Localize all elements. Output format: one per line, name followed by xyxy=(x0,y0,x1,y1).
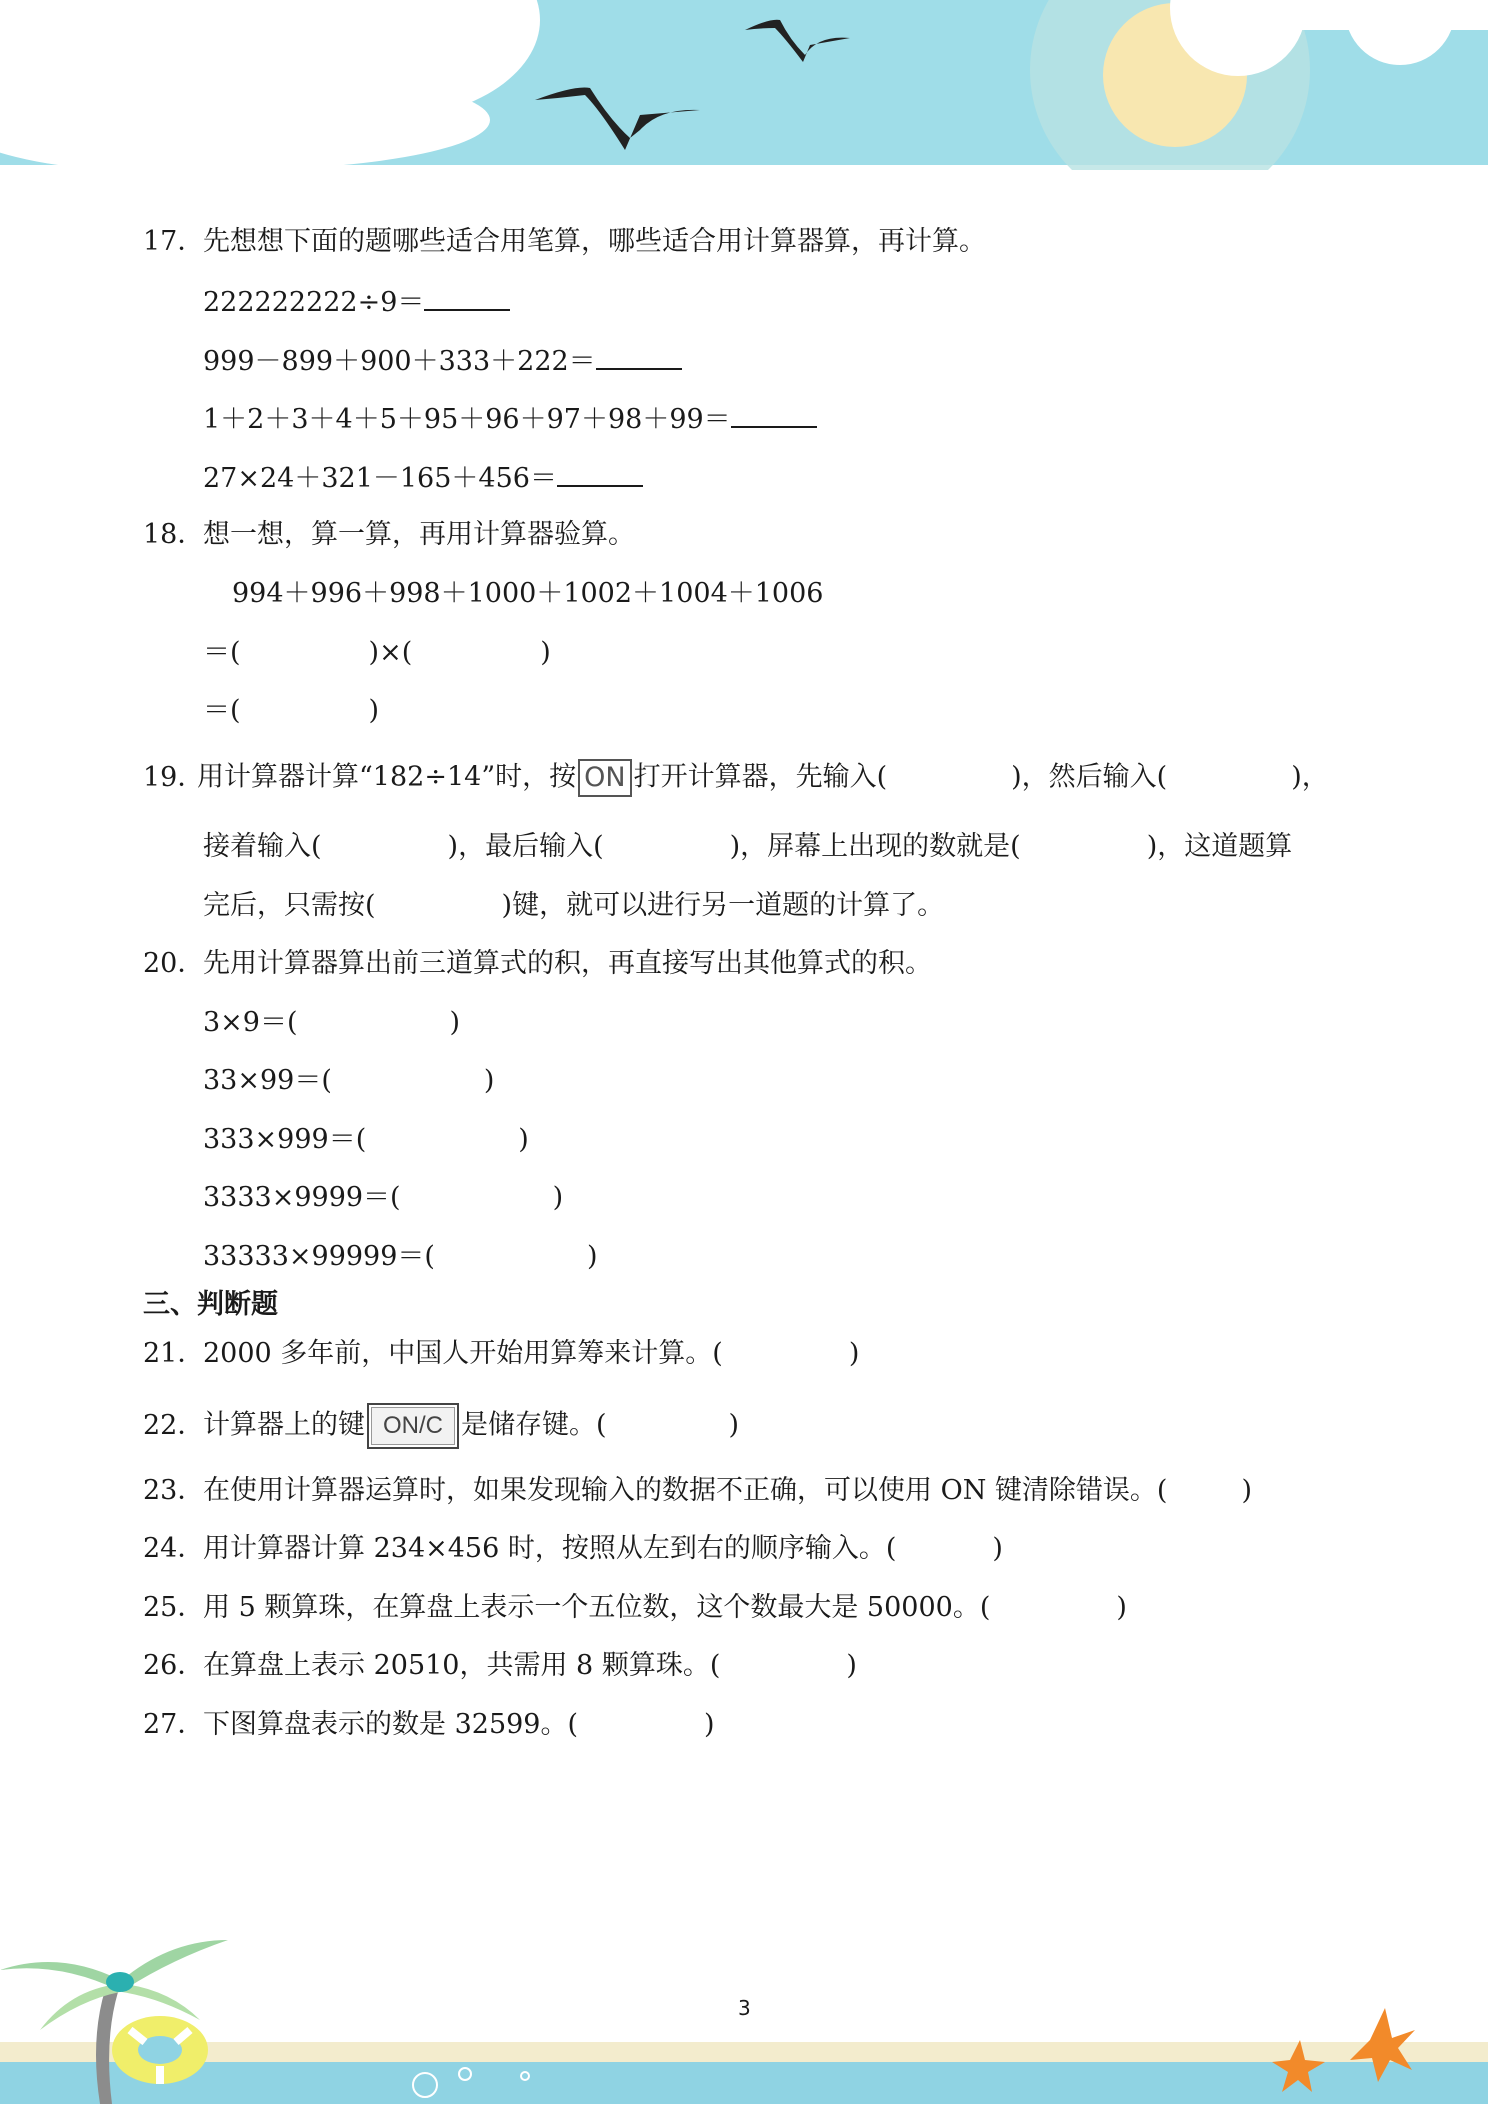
q17-item-4: 27×24＋321－165＋456＝ xyxy=(203,459,643,497)
q18-step-2: ＝( ) xyxy=(203,695,380,726)
question-number: 19． xyxy=(143,761,205,793)
q20-item-4: 3333×9999＝( ) xyxy=(203,1182,564,1213)
question-22: 22．计算器上的键 ON/C 是储存键。( ) xyxy=(143,1403,739,1449)
on-key-icon: ON xyxy=(578,759,631,797)
answer-blank[interactable] xyxy=(596,342,682,370)
question-23: 23．在使用计算器运算时，如果发现输入的数据不正确，可以使用 ON 键清除错误。( ) xyxy=(143,1475,1253,1506)
question-18 xyxy=(143,517,635,553)
swim-ring-icon xyxy=(112,2016,208,2084)
question-number: 18． xyxy=(143,519,205,550)
question-number: 17． xyxy=(143,226,205,257)
question-21: 21．2000 多年前，中国人开始用算筹来计算。( ) xyxy=(143,1338,860,1369)
on-c-key-icon: ON/C xyxy=(367,1403,459,1449)
q20-item-3: 333×999＝( ) xyxy=(203,1124,529,1155)
question-19: 19．用计算器计算“182÷14”时，按 ON 打开计算器，先输入( )，然后输入( )， xyxy=(143,759,1329,797)
question-20 xyxy=(143,946,932,982)
question-19-line-2: 接着输入( )，最后输入( )，屏幕上出现的数就是( )，这道题算 xyxy=(203,831,1293,862)
q17-item-2: 999－899＋900＋333＋222＝ xyxy=(203,342,682,380)
question-17 xyxy=(143,224,986,260)
answer-blank[interactable] xyxy=(731,400,817,428)
top-banner xyxy=(0,0,1488,170)
q20-item-2: 33×99＝( ) xyxy=(203,1065,495,1096)
answer-blank[interactable] xyxy=(557,459,643,487)
section-heading: 三、判断题 xyxy=(143,1289,278,1320)
question-number: 20． xyxy=(143,948,205,979)
question-text: 先想想下面的题哪些适合用笔算，哪些适合用计算器算，再计算。 xyxy=(203,226,986,257)
bottom-banner xyxy=(0,1900,1488,2104)
question-27: 27．下图算盘表示的数是 32599。( ) xyxy=(143,1709,715,1740)
q17-item-3: 1＋2＋3＋4＋5＋95＋96＋97＋98＋99＝ xyxy=(203,400,817,438)
question-text: 先用计算器算出前三道算式的积，再直接写出其他算式的积。 xyxy=(203,948,932,979)
sand-strip xyxy=(0,2042,1488,2062)
page-number: 3 xyxy=(738,1996,751,2020)
question-26: 26．在算盘上表示 20510，共需用 8 颗算珠。( ) xyxy=(143,1650,857,1681)
question-text: 想一想，算一算，再用计算器验算。 xyxy=(203,519,635,550)
q20-item-5: 33333×99999＝( ) xyxy=(203,1241,598,1272)
question-24: 24．用计算器计算 234×456 时，按照从左到右的顺序输入。( ) xyxy=(143,1533,1003,1564)
q18-step-1: ＝( )×( ) xyxy=(203,637,551,668)
q20-item-1: 3×9＝( ) xyxy=(203,1007,461,1038)
q17-item-1: 222222222÷9＝ xyxy=(203,283,510,321)
sea-strip xyxy=(0,2062,1488,2104)
question-25: 25．用 5 颗算珠，在算盘上表示一个五位数，这个数最大是 50000。( ) xyxy=(143,1592,1127,1623)
answer-blank[interactable] xyxy=(424,283,510,311)
question-19-line-3: 完后，只需按( )键，就可以进行另一道题的计算了。 xyxy=(203,890,945,921)
q18-expression: 994＋996＋998＋1000＋1002＋1004＋1006 xyxy=(232,578,824,609)
